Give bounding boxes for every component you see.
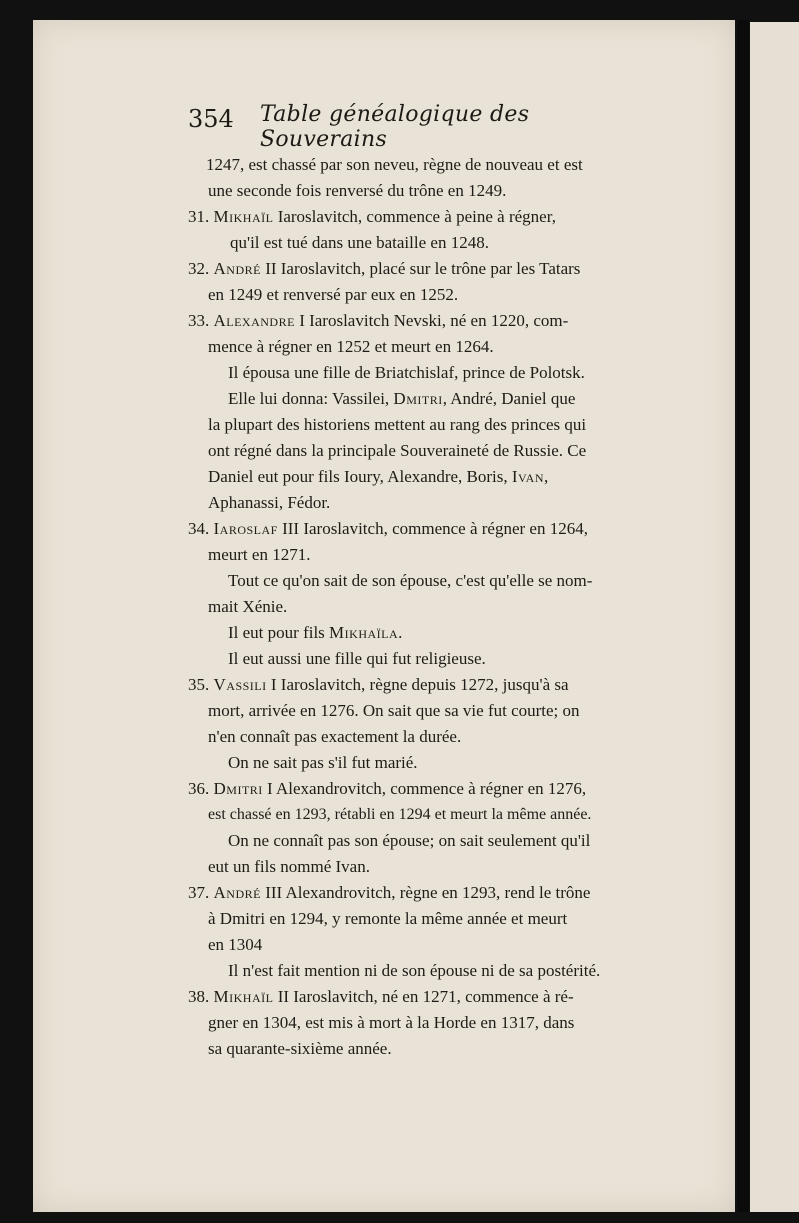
- page-header: [188, 102, 648, 152]
- text-line: Daniel eut pour fils Ioury, Alexandre, Boris, Ivan,: [208, 467, 549, 486]
- text-line: Il eut pour fils Mikhaïla.: [228, 623, 403, 642]
- text-line: Aphanassi, Fédor.: [208, 493, 331, 512]
- text-line: Tout ce qu'on sait de son épouse, c'est qu'elle se nom-: [228, 571, 593, 590]
- entry-33: 33. Alexandre I Iaroslavitch Nevski, né en 1220, com-: [188, 311, 569, 330]
- text-line: sa quarante-sixième année.: [208, 1039, 392, 1058]
- text-line: Il eut aussi une fille qui fut religieuse.: [228, 649, 486, 668]
- text-line: est chassé en 1293, rétabli en 1294 et meurt la même année.: [208, 806, 592, 823]
- text-line: mence à régner en 1252 et meurt en 1264.: [208, 337, 494, 356]
- entry-34: 34. Iaroslaf III Iaroslavitch, commence à régner en 1264,: [188, 519, 588, 538]
- text-line: On ne connaît pas son épouse; on sait seulement qu'il: [228, 831, 591, 850]
- entry-38: 38. Mikhaïl II Iaroslavitch, né en 1271, commence à ré-: [188, 987, 574, 1006]
- text-line: en 1304: [208, 935, 263, 954]
- text-line: en 1249 et renversé par eux en 1252.: [208, 285, 459, 304]
- entry-31: 31. Mikhaïl Iaroslavitch, commence à peine à régner,: [188, 207, 556, 226]
- text-line: Elle lui donna: Vassilei, Dmitri, André, Daniel que: [228, 389, 576, 408]
- text-line: 1247, est chassé par son neveu, règne de nouveau et est: [206, 155, 583, 174]
- text-line: mort, arrivée en 1276. On sait que sa vie fut courte; on: [208, 701, 580, 720]
- entry-37: 37. André III Alexandrovitch, règne en 1293, rend le trône: [188, 883, 591, 902]
- text-line: mait Xénie.: [208, 597, 288, 616]
- text-line: à Dmitri en 1294, y remonte la même année et meurt: [208, 909, 568, 928]
- text-line: n'en connaît pas exactement la durée.: [208, 727, 462, 746]
- page-gutter: [737, 20, 749, 1212]
- running-title: Table généalogique des Souverains: [260, 102, 530, 152]
- text-line: On ne sait pas s'il fut marié.: [228, 753, 418, 772]
- page-number: 354: [188, 105, 234, 133]
- text-line: gner en 1304, est mis à mort à la Horde en 1317, dans: [208, 1013, 575, 1032]
- text-line: Il épousa une fille de Briatchislaf, prince de Polotsk.: [228, 363, 585, 382]
- text-line: meurt en 1271.: [208, 545, 311, 564]
- entry-32: 32. André II Iaroslavitch, placé sur le trône par les Tatars: [188, 259, 581, 278]
- text-line: eut un fils nommé Ivan.: [208, 857, 370, 876]
- text-line: une seconde fois renversé du trône en 1249.: [208, 181, 507, 200]
- text-line: la plupart des historiens mettent au rang des princes qui: [208, 415, 587, 434]
- text-line: Il n'est fait mention ni de son épouse ni de sa postérité.: [228, 961, 601, 980]
- entry-35: 35. Vassili I Iaroslavitch, règne depuis 1272, jusqu'à sa: [188, 675, 569, 694]
- entry-36: 36. Dmitri I Alexandrovitch, commence à régner en 1276,: [188, 779, 587, 798]
- text-line: ont régné dans la principale Souveraineté de Russie. Ce: [208, 441, 587, 460]
- facing-page-edge: [750, 22, 799, 1212]
- text-line: qu'il est tué dans une bataille en 1248.: [230, 233, 489, 252]
